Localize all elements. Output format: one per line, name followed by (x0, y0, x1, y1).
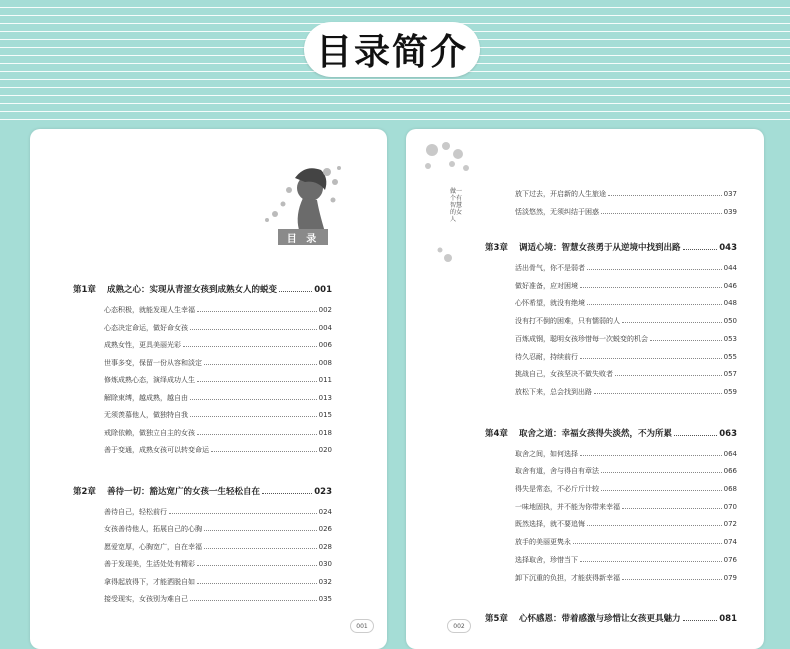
dot-leader (587, 521, 722, 526)
item-text: 取舍有道，舍与得自有章法 (515, 467, 599, 476)
item-text: 善待自己，轻松前行 (104, 507, 167, 516)
chapter-heading (485, 427, 737, 439)
dot-leader (197, 579, 317, 584)
chapter-page: 063 (719, 428, 737, 439)
item-text: 心态积极，就能发现人生幸福 (104, 306, 195, 314)
left-page-number: 001 (350, 619, 374, 633)
toc-item (515, 369, 737, 379)
item-text: 善于发现美，生活处处有精彩 (104, 560, 195, 568)
item-text: 挑战自己，女孩坚决不做失败者 (515, 370, 613, 379)
chapter-title: 心怀感恩：带着感激与珍惜让女孩更具魅力 (519, 614, 681, 625)
chapter-heading (73, 485, 332, 497)
dot-leader (183, 342, 317, 347)
item-page: 068 (723, 485, 737, 493)
dot-leader (650, 336, 722, 341)
item-page: 053 (723, 334, 737, 343)
item-page: 072 (723, 520, 737, 529)
item-text: 恬淡悠然，无须纠结于困惑 (515, 208, 599, 216)
toc-item (104, 323, 332, 333)
item-text: 得失是常态，不必斤斤计较 (515, 485, 599, 493)
flower-decoration (418, 140, 478, 270)
item-text: 善于变通，成熟女孩可以转变命运 (104, 446, 209, 454)
item-page: 070 (723, 502, 737, 511)
toc-item (515, 334, 737, 344)
toc-item (515, 519, 737, 529)
item-page: 059 (723, 387, 737, 396)
item-page: 046 (723, 281, 737, 290)
chapter-page: 043 (719, 243, 737, 253)
item-page: 064 (723, 449, 737, 458)
item-page: 015 (318, 411, 332, 419)
item-text: 待久忍耐，持续前行 (515, 352, 578, 361)
vertical-side-text: 做一个有智慧的女人 (450, 188, 463, 223)
dot-leader (197, 307, 317, 312)
dot-leader (683, 244, 718, 250)
toc-item (104, 507, 332, 517)
item-text: 接受现实，女孩别为难自己 (104, 595, 188, 603)
toc-item (515, 502, 737, 512)
dot-leader (169, 509, 317, 514)
chapter-title: 善待一切：豁达宽广的女孩一生轻松自在 (107, 486, 261, 497)
toc-item (515, 466, 737, 476)
chapter-number: 第3章 (485, 243, 508, 253)
chapter-title: 调适心境：智慧女孩勇于从逆境中找到出路 (519, 243, 681, 253)
chapter-heading (485, 612, 737, 624)
toc-item (104, 393, 332, 403)
dot-leader (580, 354, 722, 359)
item-text: 放松下来，总会找到出路 (515, 387, 592, 396)
toc-item (515, 298, 737, 308)
item-page: 079 (723, 573, 737, 582)
dot-leader (587, 300, 722, 305)
contents-label: 目 录 (278, 229, 328, 245)
item-page: 028 (318, 542, 332, 551)
dot-leader (190, 412, 317, 417)
toc-item (515, 207, 737, 217)
toc-item (104, 524, 332, 534)
toc-item (515, 281, 737, 291)
item-page: 026 (318, 525, 332, 533)
banner-title: 目录简介 (315, 32, 468, 73)
toc-item (515, 573, 737, 583)
toc-item (104, 428, 332, 438)
toc-item (515, 449, 737, 459)
chapter-heading (485, 241, 737, 253)
right-page-number: 002 (447, 619, 471, 633)
item-page: 011 (318, 376, 332, 384)
item-page: 004 (318, 323, 332, 332)
item-text: 取舍之间，如何选择 (515, 449, 578, 458)
dot-leader (573, 539, 722, 544)
item-text: 放下过去，开启新的人生旅途 (515, 190, 606, 198)
item-page: 024 (318, 507, 332, 516)
item-page: 032 (318, 577, 332, 586)
title-banner (304, 22, 480, 77)
dot-leader (204, 544, 317, 549)
item-page: 008 (318, 358, 332, 367)
item-text: 选择取舍，珍惜当下 (515, 555, 578, 564)
dot-leader (674, 430, 717, 436)
dot-leader (190, 596, 317, 601)
toc-item (104, 577, 332, 587)
toc-item (104, 410, 332, 420)
dot-leader (587, 265, 722, 270)
dot-leader (683, 615, 718, 621)
item-text: 心怀希望，就没有绝境 (515, 299, 585, 308)
item-page: 013 (318, 393, 332, 402)
item-page: 057 (723, 370, 737, 379)
chapter-page: 081 (719, 614, 737, 625)
dot-leader (279, 286, 312, 292)
item-text: 世事多变，保留一份从容和淡定 (104, 358, 202, 367)
toc-item (515, 263, 737, 273)
dot-leader (580, 451, 722, 456)
dot-leader (601, 209, 722, 214)
chapter-page: 001 (314, 285, 332, 295)
toc-item (104, 305, 332, 315)
dot-leader (190, 325, 317, 330)
toc-item (515, 352, 737, 362)
dot-leader (190, 395, 317, 400)
dot-leader (580, 557, 722, 562)
dot-leader (615, 371, 722, 376)
dot-leader (622, 575, 722, 580)
dot-leader (622, 504, 722, 509)
chapter-number: 第1章 (73, 285, 96, 295)
dot-leader (204, 526, 317, 531)
item-text: 成熟女性，更具美丽光彩 (104, 341, 181, 349)
toc-item (515, 316, 737, 326)
item-page: 048 (723, 299, 737, 308)
item-text: 做好准备，应对困境 (515, 281, 578, 290)
item-page: 074 (723, 538, 737, 547)
item-page: 076 (723, 555, 737, 564)
item-page: 006 (318, 341, 332, 349)
toc-item (104, 542, 332, 552)
dot-leader (594, 389, 722, 394)
toc-item (104, 375, 332, 385)
item-text: 解除束缚，越成熟，越自由 (104, 393, 188, 402)
chapter-title: 取舍之道：幸福女孩得失淡然，不为所累 (519, 428, 673, 439)
dot-leader (197, 430, 317, 435)
item-text: 愿爱宽厚，心胸宽广，自在幸福 (104, 542, 202, 551)
item-page: 044 (723, 264, 737, 272)
dot-leader (608, 191, 722, 196)
toc-item (104, 340, 332, 350)
toc-item (104, 358, 332, 368)
item-text: 一味地固执，并不能为你带来幸福 (515, 502, 620, 511)
item-page: 039 (723, 208, 737, 216)
item-page: 050 (723, 317, 737, 326)
chapter-heading (73, 283, 332, 295)
chapter-number: 第2章 (73, 486, 96, 497)
dot-leader (197, 377, 317, 382)
toc-item (104, 594, 332, 604)
item-page: 055 (723, 352, 737, 361)
chapter-number: 第4章 (485, 428, 508, 439)
toc-item (515, 537, 737, 547)
item-page: 020 (318, 446, 332, 454)
dot-leader (601, 468, 722, 473)
chapter-title: 成熟之心：实现从青涩女孩到成熟女人的蜕变 (107, 285, 278, 295)
item-text: 无须羡慕他人，做独特自我 (104, 411, 188, 419)
item-text: 拿得起放得下，才能洒脱自如 (104, 577, 195, 586)
toc-item (104, 559, 332, 569)
dot-leader (262, 488, 312, 494)
item-text: 百炼成钢，聪明女孩珍惜每一次蜕变的机会 (515, 334, 648, 343)
item-text: 放手的美丽更隽永 (515, 538, 571, 547)
item-text: 没有打不倒的困难，只有懦弱的人 (515, 317, 620, 326)
dot-leader (211, 447, 317, 452)
dot-leader (622, 318, 722, 323)
toc-item (515, 484, 737, 494)
toc-item (104, 445, 332, 455)
item-page: 018 (318, 428, 332, 437)
toc-item (515, 555, 737, 565)
toc-item (515, 189, 737, 199)
item-page: 066 (723, 467, 737, 476)
dot-leader (601, 486, 722, 491)
item-text: 戒除依赖，做独立自主的女孩 (104, 428, 195, 437)
item-text: 既然选择，就不要追悔 (515, 520, 585, 529)
item-page: 002 (318, 306, 332, 314)
item-page: 030 (318, 560, 332, 568)
item-page: 037 (723, 190, 737, 198)
dot-leader (204, 360, 317, 365)
item-page: 035 (318, 595, 332, 603)
chapter-page: 023 (314, 486, 332, 497)
item-text: 卸下沉重的负担，才能获得新幸福 (515, 573, 620, 582)
dot-leader (197, 561, 317, 566)
item-text: 女孩善待他人，拓展自己的心胸 (104, 525, 202, 533)
item-text: 修炼成熟心态，演绎成功人生 (104, 376, 195, 384)
item-text: 活出骨气，你不是弱者 (515, 264, 585, 272)
toc-item (515, 387, 737, 397)
chapter-number: 第5章 (485, 614, 508, 625)
item-text: 心态决定命运，做好命女孩 (104, 323, 188, 332)
dot-leader (580, 283, 722, 288)
